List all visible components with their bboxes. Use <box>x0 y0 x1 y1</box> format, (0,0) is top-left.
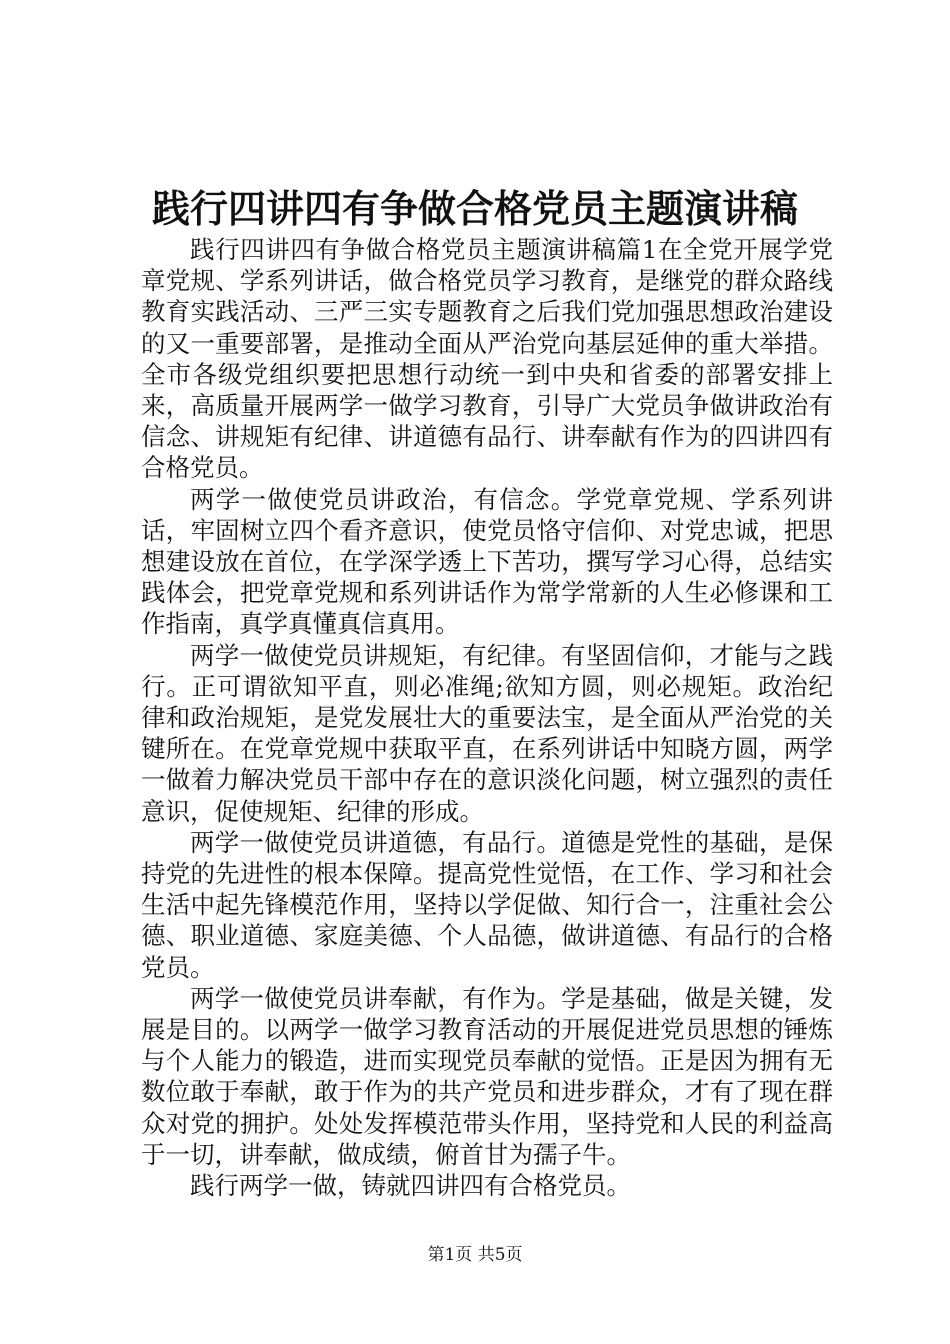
paragraph-5: 两学一做使党员讲奉献，有作为。学是基础，做是关键，发展是目的。以两学一做学习教育活动的开展促进党员思想的锤炼与个人能力的锻造，进而实现党员奉献的觉悟。正是因为拥有无数位敢于奉献，敢于作为的共产党员和进步群众，才有了现在群众对党的拥护。处处发挥模范带头作用，坚持党和人民的利益高于一切，讲奉献，做成绩，俯首甘为孺子牛。 <box>141 983 833 1169</box>
paragraph-2: 两学一做使党员讲政治，有信念。学党章党规、学系列讲话，牢固树立四个看齐意识，使党员恪守信仰、对党忠诚，把思想建设放在首位，在学深学透上下苦功，撰写学习心得，总结实践体会，把党章党规和系列讲话作为常学常新的人生必修课和工作指南，真学真懂真信真用。 <box>141 484 833 639</box>
page-number-footer: 第1页 共5页 <box>427 1245 523 1265</box>
document-title: 践行四讲四有争做合格党员主题演讲稿 <box>151 186 798 231</box>
document-body <box>141 234 833 1201</box>
paragraph-4: 两学一做使党员讲道德，有品行。道德是党性的基础，是保持党的先进性的根本保障。提高党性觉悟，在工作、学习和社会生活中起先锋模范作用，坚持以学促做、知行合一，注重社会公德、职业道德、家庭美德、个人品德，做讲道德、有品行的合格党员。 <box>141 827 833 982</box>
paragraph-1: 践行四讲四有争做合格党员主题演讲稿篇1在全党开展学党章党规、学系列讲话，做合格党员学习教育，是继党的群众路线教育实践活动、三严三实专题教育之后我们党加强思想政治建设的又一重要部署，是推动全面从严治党向基层延伸的重大举措。全市各级党组织要把思想行动统一到中央和省委的部署安排上来，高质量开展两学一做学习教育，引导广大党员争做讲政治有信念、讲规矩有纪律、讲道德有品行、讲奉献有作为的四讲四有合格党员。 <box>141 235 833 483</box>
paragraph-3: 两学一做使党员讲规矩，有纪律。有坚固信仰，才能与之践行。正可谓欲知平直，则必准绳;欲知方圆，则必规矩。政治纪律和政治规矩，是党发展壮大的重要法宝，是全面从严治党的关键所在。在党章党规中获取平直，在系列讲话中知晓方圆，两学一做着力解决党员干部中存在的意识淡化问题，树立强烈的责任意识，促使规矩、纪律的形成。 <box>141 640 833 826</box>
paragraph-6: 践行两学一做，铸就四讲四有合格党员。 <box>190 1171 631 1201</box>
